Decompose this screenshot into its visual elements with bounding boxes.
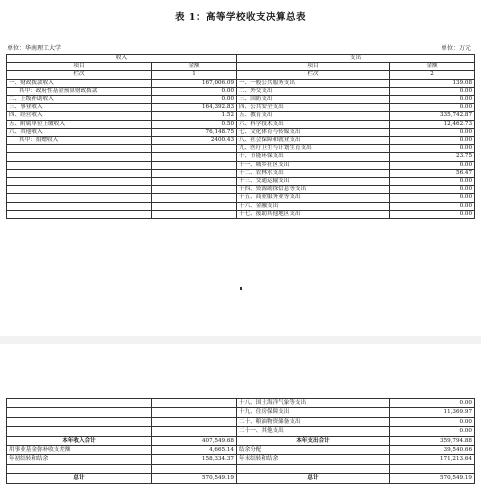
- table-row: [7, 446, 475, 455]
- expense-amount-cell: 23.75: [390, 153, 475, 161]
- income-item-cell: [7, 417, 152, 426]
- expense-amount-cell: 39,540.66: [390, 446, 475, 455]
- table-row: [7, 408, 475, 417]
- table-row: [7, 464, 475, 473]
- income-amount-cell: [152, 194, 237, 202]
- income-amount-cell: [152, 427, 237, 436]
- table-row: [7, 137, 475, 145]
- income-item-cell: 六、其他收入: [7, 128, 152, 136]
- table-row: [7, 417, 475, 426]
- expense-amount-cell: 0.00: [390, 161, 475, 169]
- income-amount-cell: 0.00: [152, 87, 237, 95]
- header-row-section: [7, 55, 475, 63]
- income-amount-cell: [152, 178, 237, 186]
- expense-amount-cell: 139.08: [390, 79, 475, 87]
- unit-label-left: 单位：华南理工大学: [7, 45, 62, 52]
- expense-item-cell: 五、教育支出: [237, 112, 390, 120]
- expense-item-cell: 三、国防支出: [237, 96, 390, 104]
- income-line-no: 1: [152, 71, 237, 79]
- expense-amount-header: 金额: [390, 63, 475, 71]
- income-item-cell: 年初结转和结余: [7, 455, 152, 464]
- expense-amount-cell: 0.00: [390, 210, 475, 218]
- expense-item-cell: 二、外交支出: [237, 87, 390, 95]
- expense-item-cell: 十七、援助其他地区支出: [237, 210, 390, 218]
- income-amount-cell: [152, 145, 237, 153]
- income-item-cell: [7, 186, 152, 194]
- income-amount-cell: 167,006.09: [152, 79, 237, 87]
- table-row: [7, 87, 475, 95]
- expense-line-no: 2: [390, 71, 475, 79]
- income-amount-cell: [152, 399, 237, 408]
- unit-label-right: 单位：万元: [440, 45, 471, 52]
- table-row: [7, 153, 475, 161]
- income-amount-cell: [152, 161, 237, 169]
- table-row: [7, 210, 475, 218]
- income-item-cell: 本年收入合计: [7, 436, 152, 445]
- expense-amount-cell: 11,369.97: [390, 408, 475, 417]
- income-item-cell: 五、附属单位上缴收入: [7, 120, 152, 128]
- income-amount-cell: [152, 202, 237, 210]
- income-item-cell: [7, 210, 152, 218]
- income-amount-cell: [152, 408, 237, 417]
- header-row-columns: [7, 63, 475, 71]
- income-item-cell: [7, 161, 152, 169]
- budget-table-bottom: [6, 398, 475, 484]
- expense-amount-cell: 0.00: [390, 96, 475, 104]
- income-item-cell: 用事业基金弥补收支差额: [7, 446, 152, 455]
- expense-item-cell: 二十一、其他支出: [237, 427, 390, 436]
- expense-amount-cell: 335,742.87: [390, 112, 475, 120]
- expense-item-cell: 十二、农林水支出: [237, 169, 390, 177]
- table-row: [7, 96, 475, 104]
- income-item-cell: [7, 169, 152, 177]
- expense-item-cell: 十九、住房保障支出: [237, 408, 390, 417]
- expense-amount-cell: 171,213.64: [390, 455, 475, 464]
- income-amount-cell: [152, 169, 237, 177]
- expense-amount-cell: 359,794.88: [390, 436, 475, 445]
- table-row: [7, 436, 475, 445]
- expense-amount-cell: 0.00: [390, 186, 475, 194]
- income-amount-cell: 0.00: [152, 96, 237, 104]
- income-item-cell: [7, 145, 152, 153]
- income-amount-cell: [152, 417, 237, 426]
- income-item-cell: [7, 153, 152, 161]
- income-amount-cell: [152, 464, 237, 473]
- table-row: [7, 178, 475, 186]
- table-row: [7, 120, 475, 128]
- income-amount-cell: 2400.43: [152, 137, 237, 145]
- expense-amount-cell: 0.00: [390, 87, 475, 95]
- income-item-cell: 总计: [7, 474, 152, 483]
- income-amount-cell: 570,549.19: [152, 474, 237, 483]
- income-amount-cell: 1.52: [152, 112, 237, 120]
- page-break: [0, 336, 481, 344]
- table-row: [7, 145, 475, 153]
- expense-line-label: 栏次: [237, 71, 390, 79]
- expense-item-cell: 十六、金融支出: [237, 202, 390, 210]
- expense-amount-cell: [390, 464, 475, 473]
- expense-item-cell: 十四、资源勘探信息等支出: [237, 186, 390, 194]
- expense-item-cell: 十三、交通运输支出: [237, 178, 390, 186]
- income-amount-cell: 0.50: [152, 120, 237, 128]
- table-row: [7, 194, 475, 202]
- expense-item-cell: 十八、国土海洋气象等支出: [237, 399, 390, 408]
- income-item-cell: 二、上级补助收入: [7, 96, 152, 104]
- table-row: [7, 79, 475, 87]
- table-row: [7, 112, 475, 120]
- expense-item-cell: 年末结转和结余: [237, 455, 390, 464]
- income-amount-header: 金额: [152, 63, 237, 71]
- income-item-cell: [7, 427, 152, 436]
- table-row: [7, 427, 475, 436]
- expense-item-cell: 十、节能环保支出: [237, 153, 390, 161]
- table-row: [7, 202, 475, 210]
- expense-amount-cell: 12,462.73: [390, 120, 475, 128]
- expense-item-cell: 六、科学技术支出: [237, 120, 390, 128]
- expense-amount-cell: 0.00: [390, 194, 475, 202]
- expense-item-cell: 总计: [237, 474, 390, 483]
- income-line-label: 栏次: [7, 71, 152, 79]
- table-row: [7, 399, 475, 408]
- income-amount-cell: [152, 186, 237, 194]
- income-item-cell: [7, 464, 152, 473]
- income-amount-cell: [152, 153, 237, 161]
- income-item-header: 项目: [7, 63, 152, 71]
- income-item-cell: 其中：捐赠收入: [7, 137, 152, 145]
- income-header: 收入: [7, 55, 237, 63]
- table-row: [7, 186, 475, 194]
- income-item-cell: [7, 178, 152, 186]
- income-item-cell: [7, 399, 152, 408]
- expense-amount-cell: 570,549.19: [390, 474, 475, 483]
- expense-item-cell: 本年支出合计: [237, 436, 390, 445]
- income-amount-cell: 76,148.75: [152, 128, 237, 136]
- expense-amount-cell: 0.00: [390, 145, 475, 153]
- table-row: [7, 474, 475, 483]
- expense-item-cell: 四、公共安全支出: [237, 104, 390, 112]
- income-item-cell: 四、经营收入: [7, 112, 152, 120]
- expense-amount-cell: 0.00: [390, 427, 475, 436]
- table-row: [7, 161, 475, 169]
- expense-item-cell: 一、一般公共服务支出: [237, 79, 390, 87]
- table-row: [7, 169, 475, 177]
- income-item-cell: 三、事业收入: [7, 104, 152, 112]
- page-title: 表 1：高等学校收支决算总表: [175, 12, 306, 23]
- expense-header: 支出: [237, 55, 475, 63]
- expense-item-cell: 十五、商业服务业等支出: [237, 194, 390, 202]
- income-amount-cell: 4,665.14: [152, 446, 237, 455]
- expense-amount-cell: 0.00: [390, 128, 475, 136]
- income-amount-cell: 407,549.68: [152, 436, 237, 445]
- table-row: [7, 455, 475, 464]
- income-item-cell: [7, 408, 152, 417]
- income-item-cell: 一、财政拨款收入: [7, 79, 152, 87]
- expense-item-cell: 二十、粮油物资储备支出: [237, 417, 390, 426]
- expense-item-cell: 七、文化体育与传媒支出: [237, 128, 390, 136]
- table-row: [7, 104, 475, 112]
- expense-item-cell: 十一、城乡社区支出: [237, 161, 390, 169]
- income-item-cell: [7, 194, 152, 202]
- expense-amount-cell: 0.00: [390, 178, 475, 186]
- income-amount-cell: 164,392.83: [152, 104, 237, 112]
- expense-amount-cell: 0.00: [390, 137, 475, 145]
- expense-amount-cell: 0.00: [390, 417, 475, 426]
- budget-table-top: [6, 54, 475, 219]
- income-item-cell: [7, 202, 152, 210]
- expense-item-header: 项目: [237, 63, 390, 71]
- expense-item-cell: [237, 464, 390, 473]
- income-amount-cell: [152, 210, 237, 218]
- expense-item-cell: 九、医疗卫生与计划生育支出: [237, 145, 390, 153]
- expense-amount-cell: 0.00: [390, 104, 475, 112]
- expense-amount-cell: 0.00: [390, 399, 475, 408]
- expense-amount-cell: 56.47: [390, 169, 475, 177]
- page-marker: [240, 287, 242, 290]
- income-item-cell: 其中：政府性基金预算财政拨款: [7, 87, 152, 95]
- expense-amount-cell: 0.00: [390, 202, 475, 210]
- table-row: [7, 128, 475, 136]
- income-amount-cell: 158,334.37: [152, 455, 237, 464]
- expense-item-cell: 结余分配: [237, 446, 390, 455]
- expense-item-cell: 八、社会保障和就业支出: [237, 137, 390, 145]
- header-row-line-no: [7, 71, 475, 79]
